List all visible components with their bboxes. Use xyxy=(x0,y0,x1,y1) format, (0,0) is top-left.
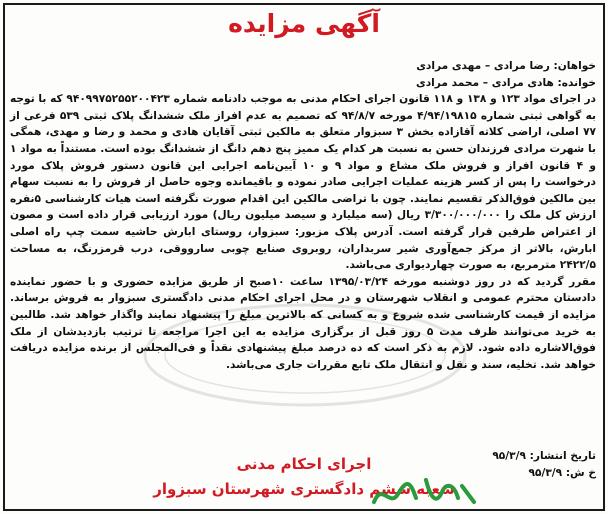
faded-stamp-watermark xyxy=(140,300,470,410)
publish-date: تاریخ انتشار: ۹۵/۳/۹ xyxy=(492,450,596,462)
defendant-line: خوانده: هادی مرادی – محمد مرادی xyxy=(416,76,596,89)
plaintiff-line: خواهان: رضا مرادی – مهدی مرادی xyxy=(416,60,596,72)
signer-office: اجرای احکام مدنی xyxy=(236,455,372,473)
reference-date: خ ش: ۹۵/۳/۹ xyxy=(528,466,596,479)
signer-branch: شعبه ششم دادگستری شهرستان سبزوار xyxy=(153,480,455,498)
notice-title: آگهی مزایده xyxy=(228,9,380,38)
notice-paragraph-1: در اجرای مواد ۱۲۳ و ۱۳۸ و ۱۱۸ قانون اجرای احکام مدنی به موجب دادنامه شماره ۹۴۰۹۹۷۵۲۵۵۲۰۰۴۲۳ که با توجه به گواهی ثبتی شماره ۴/۹۴/۱۹۸۱۵ مورخه ۹۴/۸/۷ که تصمیم به عدم افراز ملک ششدانگ پلاک ثبتی ۵۳۹ فرعی از ۷۷ اصلی، اراضی کلاته آقازاده بخش ۳ سبزوار متعلق به مالکین ثبتی آقایان هادی و محمد و رضا و مهدی، همگی با شهرت مرادی فرزندان حسن به نسبت هر کدام یک ممیز پنج دهم دانگ از ششدانگ بوده است. مستنداً به مواد ۱ و ۴ قانون افراز و فروش ملک مشاع و مواد ۹ و ۱۰ آیین‌نامه اجرایی این قانون دستور فروش پلاک مورد درخواست را پس از کسر هزینه عملیات اجرایی صادر نموده و باقیمانده وجوه حاصل از فروش را به نسبت سهام بین مالکین فوق‌الذکر تقسیم نمایند. چون با تراضی مالکین این اقدام صورت نگرفته است هیات کارشناسی ۵نفره ارزش کل ملک را ۳/۳۰۰/۰۰۰/۰۰۰ ریال (سه میلیارد و سیصد میلیون ریال) مورد ارزیابی قرار داده است و مصون از اعتراض طرفین قرار گرفته است. آدرس پلاک مزبور: سبزوار، روستای ابارش حاشیه سمت چپ راه اصلی ابارش، بالاتر از مرکز جمع‌آوری شیر سربداران، روبروی صنایع چوبی سارووقی، درب قرمزرنگ، به مساحت ۲۴۲۲/۵ مترمربع، به صورت چهاردیواری می‌باشد. xyxy=(10,93,596,272)
notice-paragraph-2: مقرر گردید که در روز دوشنبه مورخه ۱۳۹۵/۰۳/۲۴ ساعت ۱۰صبح از طریق مزایده حضوری و با حضور نماینده دادستان محترم عمومی و انقلاب شهرستان و در محل اجرای احکام مدنی دادگستری سبزوار به فروش برساند. مزایده از قیمت کارشناسی شده شروع و به کسانی که بالاترین مبلغ را پیشنهاد نمایند واگذار خواهد شد. طالبین به خرید می‌توانند ظرف مدت ۵ روز قبل از برگزاری مزایده به این اجرا مراجعه تا ترتیب بازدیدشان از ملک فوق‌الاشاره داده شود. لازم به ذکر است که ده درصد مبلغ پیشنهادی نقداً و فی‌المجلس از برنده مزایده دریافت خواهد شد. تخلیه، سند و نقل و انتقال ملک تابع مقررات جاری می‌باشد. xyxy=(10,275,596,371)
handwritten-scribble xyxy=(370,472,480,512)
